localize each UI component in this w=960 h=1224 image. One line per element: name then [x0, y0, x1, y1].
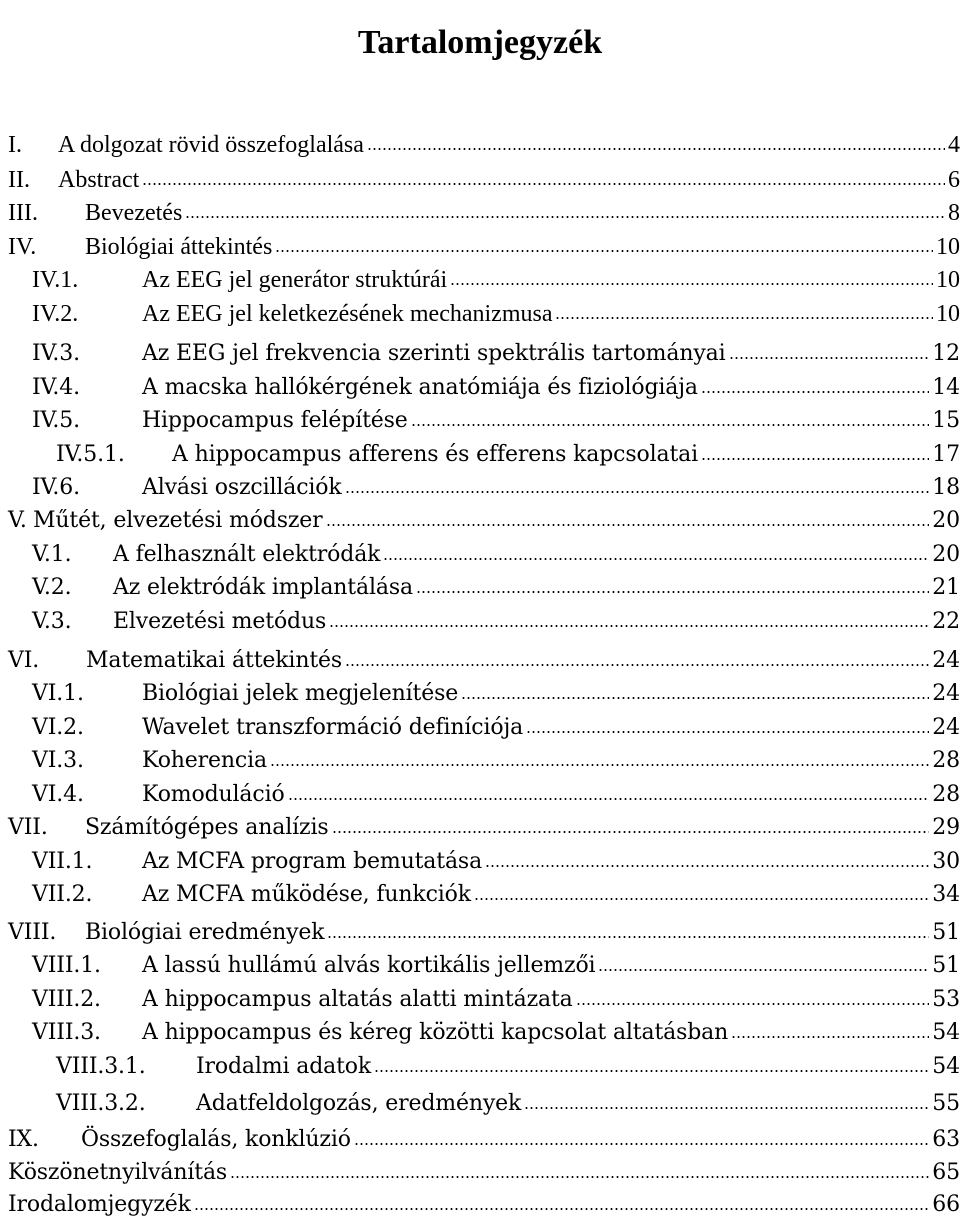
toc-entry-number: VIII.3.2. [56, 1091, 146, 1116]
toc-entry-number: VIII.1. [32, 953, 101, 978]
dot-leader [142, 183, 945, 185]
toc-entry-number: VII.1. [32, 849, 93, 874]
toc-entry-number: IV.3. [32, 341, 80, 366]
toc-entry-number: VII. [8, 815, 48, 840]
dot-leader [731, 1036, 929, 1038]
toc-entry-number: IV. [8, 234, 37, 260]
toc-entry-label: Elvezetési metódus [113, 609, 327, 634]
toc-entry[interactable] [32, 984, 960, 1016]
toc-entry-label: A hippocampus altatás alatti mintázata [142, 987, 573, 1012]
toc-entry-label: A lassú hullámú alvás kortikális jellemzői [142, 953, 596, 978]
toc-entry-page: 55 [932, 1091, 960, 1116]
toc-entry-page: 8 [948, 200, 960, 226]
dot-leader [327, 936, 929, 938]
toc-entry-label: Hippocampus felépítése [142, 408, 408, 433]
toc-entry-label: Az MCFA működése, funkciók [142, 882, 471, 907]
toc-entry-label: Az EEG jel frekvencia szerinti spektrális tartományai [142, 341, 726, 366]
dot-leader [526, 731, 929, 733]
toc-entry[interactable] [8, 1124, 960, 1156]
toc-entry-number: VI.4. [32, 782, 84, 807]
toc-entry-label: A macska hallókérgének anatómiája és fiziológiája [142, 375, 698, 400]
dot-leader [555, 317, 933, 319]
toc-entry-label: Az elektródák implantálása [113, 575, 413, 600]
toc-entry-label: A hippocampus és kéreg közötti kapcsolat altatásban [142, 1020, 729, 1045]
dot-leader [354, 1143, 929, 1145]
toc-entry-label: A felhasznált elektródák [113, 542, 381, 567]
toc-entry[interactable] [32, 372, 960, 404]
toc-entry-number: III. [8, 200, 38, 226]
dot-leader [194, 1208, 929, 1210]
toc-entry[interactable] [32, 472, 960, 504]
dot-leader [411, 424, 930, 426]
toc-entry-number: IV.4. [32, 375, 80, 400]
dot-leader [326, 524, 930, 526]
toc-entry-page: 28 [932, 748, 960, 773]
toc-entry-label: Műtét, elvezetési módszer [33, 508, 323, 533]
toc-entry-page: 54 [932, 1020, 960, 1045]
toc-entry-label: Biológiai áttekintés [85, 234, 273, 260]
toc-entry-label: Komoduláció [142, 782, 285, 807]
toc-entry[interactable] [32, 745, 960, 777]
dot-leader [383, 558, 929, 560]
dot-leader [332, 831, 930, 833]
toc-entry[interactable] [32, 264, 960, 296]
toc-entry-number: IX. [8, 1127, 39, 1152]
dot-leader [230, 1176, 929, 1178]
toc-entry-page: 30 [932, 849, 960, 874]
toc-entry-page: 29 [932, 815, 960, 840]
toc-entry[interactable] [32, 678, 960, 710]
toc-entry-label: Bevezetés [85, 200, 183, 226]
toc-entry-page: 20 [932, 508, 960, 533]
toc-entry-number: VIII. [8, 920, 57, 945]
toc-entry[interactable] [32, 338, 960, 370]
toc-entry-number: IV.5.1. [56, 442, 125, 467]
dot-leader [485, 865, 929, 867]
dot-leader [729, 357, 930, 359]
dot-leader [367, 148, 945, 150]
toc-entry-number: V.3. [32, 609, 72, 634]
toc-entry-page: 21 [932, 575, 960, 600]
dot-leader [345, 664, 929, 666]
toc-entry-number: IV.1. [32, 267, 79, 293]
dot-leader [185, 216, 945, 218]
toc-entry[interactable] [32, 539, 960, 571]
toc-entry[interactable] [32, 405, 960, 437]
dot-leader [701, 458, 929, 460]
toc-entry-number: I. [8, 132, 22, 158]
dot-leader [474, 898, 929, 900]
toc-entry-number: VIII.3.1. [56, 1054, 146, 1079]
toc-entry[interactable] [56, 1088, 960, 1120]
toc-entry[interactable] [8, 231, 960, 263]
toc-entry-label: Koherencia [142, 748, 267, 773]
toc-entry-label: Irodalomjegyzék [8, 1192, 191, 1217]
toc-entry-label: A dolgozat rövid összefoglalása [58, 132, 364, 158]
toc-entry[interactable] [32, 779, 960, 811]
toc-entry-number: VIII.2. [32, 987, 101, 1012]
toc-entry[interactable] [32, 298, 960, 330]
toc-entry-page: 66 [932, 1192, 960, 1217]
toc-entry-page: 51 [932, 953, 960, 978]
toc-entry-number: VII.2. [32, 882, 93, 907]
dot-leader [416, 591, 929, 593]
toc-entry-number: VI.3. [32, 748, 84, 773]
dot-leader [275, 250, 933, 252]
dot-leader [461, 697, 929, 699]
toc-entry-number: II. [8, 167, 30, 193]
toc-entry-page: 22 [932, 609, 960, 634]
toc-entry[interactable] [32, 846, 960, 878]
dot-leader [345, 491, 930, 493]
toc-entry-number: V.1. [32, 542, 72, 567]
dot-leader [701, 391, 929, 393]
toc-entry-label: Számítógépes analízis [85, 815, 329, 840]
toc-entry-number: VI.1. [32, 681, 84, 706]
dot-leader [576, 1003, 930, 1005]
toc-entry-number: V.2. [32, 575, 72, 600]
toc-entry-page: 24 [932, 648, 960, 673]
toc-entry-page: 12 [932, 341, 960, 366]
dot-leader [329, 625, 929, 627]
toc-entry-label: Köszönetnyilvánítás [8, 1160, 228, 1185]
toc-entry-label: Alvási oszcillációk [142, 475, 342, 500]
toc-entry-page: 17 [932, 442, 960, 467]
dot-leader [450, 283, 933, 285]
dot-leader [598, 969, 929, 971]
toc-entry[interactable] [8, 1189, 960, 1221]
toc-entry-page: 24 [932, 715, 960, 740]
toc-entry[interactable] [32, 712, 960, 744]
toc-entry[interactable] [8, 505, 960, 537]
toc-entry-number: VI. [8, 648, 40, 673]
toc-entry[interactable] [56, 1051, 960, 1083]
toc-entry-number: IV.2. [32, 301, 79, 327]
toc-entry[interactable] [8, 1157, 960, 1189]
toc-entry-label: Az EEG jel keletkezésének mechanizmusa [142, 301, 553, 327]
dot-leader [288, 798, 930, 800]
toc-entry-page: 54 [932, 1054, 960, 1079]
toc-entry-page: 34 [932, 882, 960, 907]
toc-entry-label: Az MCFA program bemutatása [142, 849, 483, 874]
toc-entry-label: Wavelet transzformáció definíciója [142, 715, 524, 740]
toc-entry[interactable] [32, 879, 960, 911]
toc-entry-page: 63 [932, 1127, 960, 1152]
toc-entry-page: 10 [936, 267, 960, 293]
toc-entry-page: 4 [948, 132, 960, 158]
toc-entry-page: 51 [932, 920, 960, 945]
toc-entry-page: 65 [932, 1160, 960, 1185]
toc-entry-number: VI.2. [32, 715, 84, 740]
toc-entry-label: Biológiai eredmények [85, 920, 325, 945]
toc-entry[interactable] [32, 572, 960, 604]
toc-entry-page: 24 [932, 681, 960, 706]
toc-entry-label: Abstract [58, 167, 140, 193]
toc-entry[interactable] [8, 812, 960, 844]
toc-entry-page: 6 [948, 167, 960, 193]
toc-entry[interactable] [8, 197, 960, 229]
toc-entry[interactable] [32, 1017, 960, 1049]
dot-leader [524, 1107, 929, 1109]
toc-entry-page: 10 [936, 301, 960, 327]
toc-entry-page: 18 [932, 475, 960, 500]
toc-entry-label: Biológiai jelek megjelenítése [142, 681, 459, 706]
toc-entry[interactable] [8, 645, 960, 677]
toc-entry-page: 20 [932, 542, 960, 567]
toc-entry-label: Az EEG jel generátor struktúrái [142, 267, 448, 293]
toc-entry[interactable] [8, 129, 960, 161]
toc-entry-page: 10 [936, 234, 960, 260]
toc-entry-page: 15 [932, 408, 960, 433]
toc-entry[interactable] [32, 606, 960, 638]
toc-entry-number: V. [8, 508, 27, 533]
toc-entry-label: Matematikai áttekintés [86, 648, 343, 673]
document-title: Tartalomjegyzék [357, 23, 603, 61]
toc-entry-number: VIII.3. [32, 1020, 101, 1045]
toc-entry[interactable] [8, 917, 960, 949]
toc-entry-number: IV.5. [32, 408, 80, 433]
toc-entry[interactable] [8, 164, 960, 196]
toc-entry[interactable] [32, 950, 960, 982]
toc-entry-number: IV.6. [32, 475, 80, 500]
toc-entry-page: 53 [932, 987, 960, 1012]
toc-entry-page: 14 [932, 375, 960, 400]
dot-leader [270, 764, 929, 766]
toc-entry[interactable] [56, 439, 960, 471]
toc-entry-label: Irodalmi adatok [196, 1054, 372, 1079]
dot-leader [374, 1070, 929, 1072]
toc-entry-page: 28 [932, 782, 960, 807]
toc-entry-label: Összefoglalás, konklúzió [81, 1127, 351, 1152]
toc-entry-label: A hippocampus afferens és efferens kapcsolatai [172, 442, 698, 467]
toc-entry-label: Adatfeldolgozás, eredmények [196, 1091, 522, 1116]
